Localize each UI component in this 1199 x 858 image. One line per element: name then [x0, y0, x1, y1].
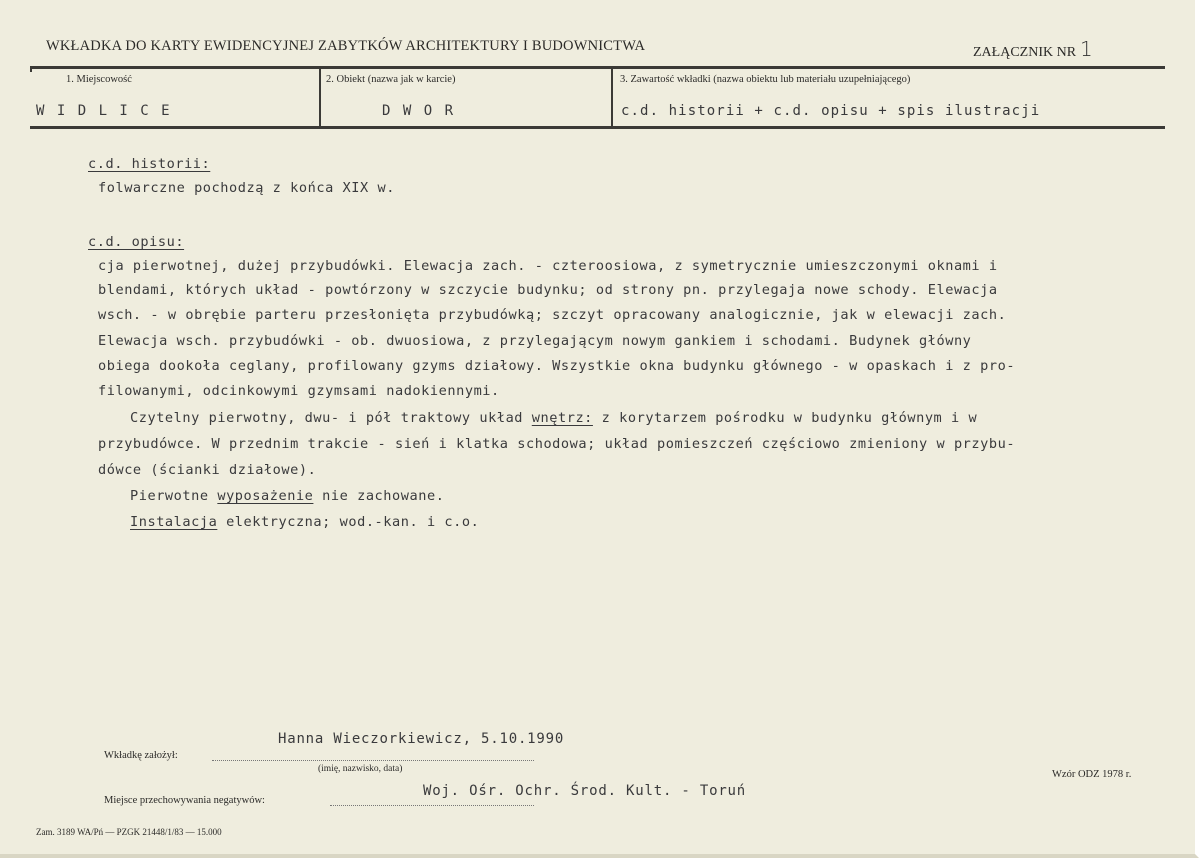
column-divider-2: [611, 66, 613, 128]
column-divider-1: [319, 66, 321, 128]
form-title: WKŁADKA DO KARTY EWIDENCYJNEJ ZABYTKÓW ARCHITEKTURY I BUDOWNICTWA: [46, 38, 646, 54]
annex-label: [973, 37, 1093, 61]
description-line-2: blendami, których układ - powtórzony w szczycie budynku; od strony pn. przylegaja nowe schody. Elewacja: [98, 282, 998, 298]
equipment-line: [130, 488, 444, 504]
print-info: Zam. 3189 WA/Pń — PZGK 21448/1/83 — 15.000: [36, 827, 222, 837]
description-line-4: Elewacja wsch. przybudówki - ob. dwuosiowa, z przylegającym nowym gankiem i schodami. Budynek główny: [98, 333, 972, 349]
interior-paragraph-line-2: przybudówce. W przednim trakcie - sień i klatka schodowa; układ pomieszczeń częściowo zmieniony w przybu-: [98, 436, 1016, 452]
description-line-3: wsch. - w obrębie parteru przesłonięta przybudówką; szczyt opracowany analogicznie, jak w elewacji zach.: [98, 307, 1007, 323]
negatives-value: Woj. Ośr. Ochr. Środ. Kult. - Toruń: [423, 783, 747, 799]
description-line-6: filowanymi, odcinkowymi gzymsami nadokiennymi.: [98, 383, 500, 399]
interior-paragraph-line-3: dówce (ścianki działowe).: [98, 462, 317, 478]
table-left-tick: [30, 66, 32, 72]
annex-label-text: ZAŁĄCZNIK NR: [973, 45, 1077, 60]
content-value: c.d. historii + c.d. opisu + spis ilustracji: [621, 103, 1041, 119]
negatives-label: Miejsce przechowywania negatywów:: [104, 795, 265, 806]
author-label: Wkładkę założył:: [104, 750, 178, 761]
form-version: Wzór ODZ 1978 r.: [1052, 769, 1132, 780]
equipment-text-rest: nie zachowane.: [313, 488, 445, 504]
locality-label: 1. Miejscowość: [66, 74, 132, 85]
object-value: D W O R: [382, 103, 456, 119]
author-hint: (imię, nazwisko, data): [318, 764, 403, 774]
interior-text-rest: z korytarzem pośrodku w budynku głównym i w: [592, 410, 978, 426]
installation-line: [130, 514, 479, 530]
locality-value: W I D L I C E: [36, 103, 172, 119]
description-heading: c.d. opisu:: [88, 234, 185, 250]
equipment-text-start: Pierwotne: [130, 488, 218, 504]
description-line-1: cja pierwotnej, dużej przybudówki. Elewacja zach. - czteroosiowa, z symetrycznie umieszczonymi oknami i: [98, 258, 998, 274]
interior-text-start: Czytelny pierwotny, dwu- i pół traktowy układ: [130, 410, 532, 426]
installation-text-rest: elektryczna; wod.-kan. i c.o.: [217, 514, 480, 530]
author-value: Hanna Wieczorkiewicz, 5.10.1990: [278, 731, 565, 747]
interior-underlined: wnętrz:: [531, 410, 593, 426]
author-dotted-line: [212, 760, 534, 761]
annex-number: 1: [1080, 37, 1093, 61]
negatives-dotted-line: [330, 805, 534, 806]
object-label: 2. Obiekt (nazwa jak w karcie): [326, 74, 456, 85]
equipment-underlined: wyposażenie: [217, 488, 314, 504]
description-line-5: obiega dookoła ceglany, profilowany gzyms działowy. Wszystkie okna budynku głównego - w opaskach i z pro-: [98, 358, 1016, 374]
content-label: 3. Zawartość wkładki (nazwa obiektu lub materiału uzupełniającego): [620, 74, 911, 85]
history-heading: c.d. historii:: [88, 156, 211, 172]
table-top-rule: [30, 66, 1165, 69]
installation-underlined: Instalacja: [130, 514, 218, 530]
history-line: folwarczne pochodzą z końca XIX w.: [98, 180, 395, 196]
interior-paragraph-line-1: [130, 410, 977, 426]
table-bottom-rule: [30, 126, 1165, 129]
